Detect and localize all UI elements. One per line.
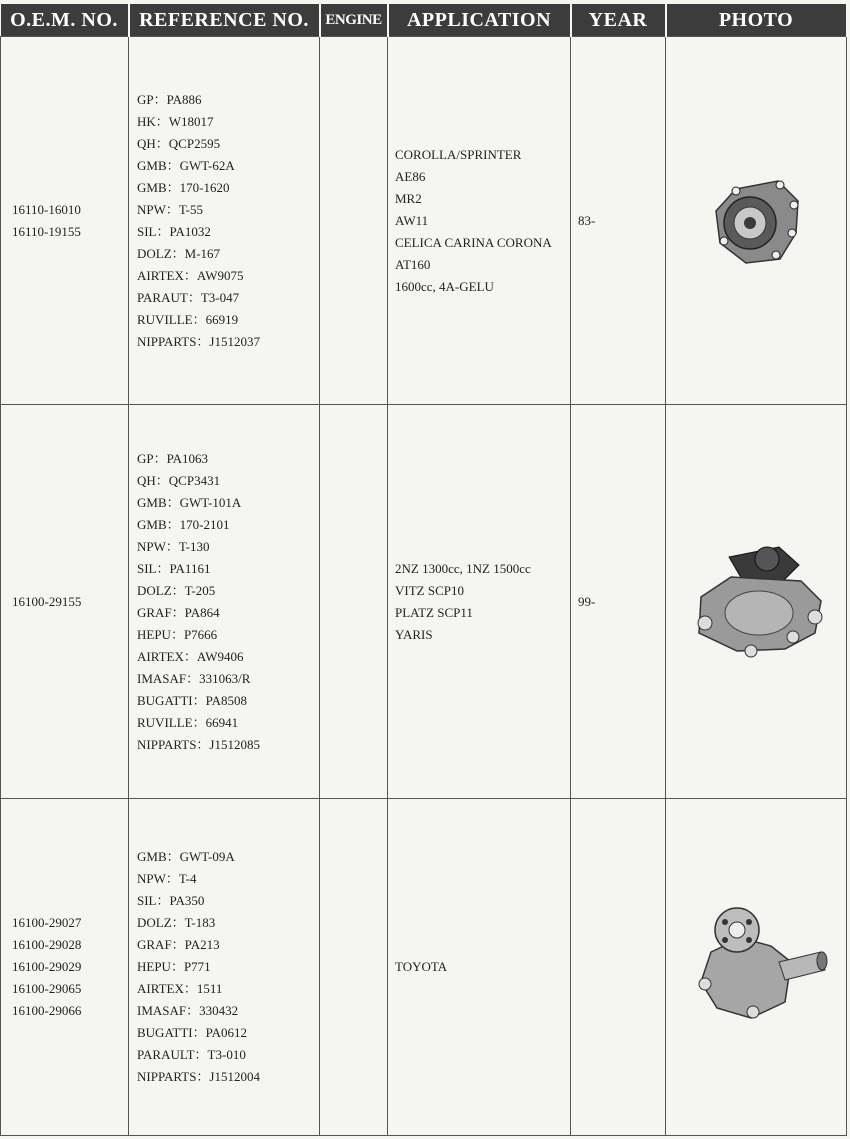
application-line: 2NZ 1300cc, 1NZ 1500cc <box>395 560 531 576</box>
reference-number: SIL：PA1161 <box>137 560 211 576</box>
reference-number: HEPU：P771 <box>137 959 211 974</box>
reference-number: BUGATTI：PA8508 <box>137 692 248 708</box>
reference-number: RUVILLE：66919 <box>137 311 239 327</box>
reference-number: NPW：T-4 <box>137 871 197 886</box>
reference-number: NPW：T-55 <box>137 201 203 217</box>
header-reference: REFERENCE NO. <box>129 4 320 37</box>
application-line: YARIS <box>395 626 433 642</box>
application-line: AW11 <box>395 212 429 228</box>
application-cell <box>388 405 571 799</box>
photo-cell <box>666 37 847 405</box>
oem-number: 16100-29027 <box>12 915 82 930</box>
reference-number: GMB：GWT-101A <box>137 494 242 510</box>
oem-number-cell <box>1 37 129 405</box>
reference-number: IMASAF：330432 <box>137 1003 239 1018</box>
engine-cell <box>320 405 388 799</box>
reference-number: DOLZ：M-167 <box>137 245 221 261</box>
application-line: 1600cc, 4A-GELU <box>395 278 494 294</box>
oem-number: 16100-29065 <box>12 981 82 996</box>
water-pump-catalog-table <box>0 4 848 1136</box>
year-cell <box>571 405 666 799</box>
oem-number: 16100-29029 <box>12 959 82 974</box>
reference-number: NIPPARTS：J1512085 <box>137 736 260 752</box>
reference-number: DOLZ：T-183 <box>137 915 216 930</box>
application-line: AE86 <box>395 168 426 184</box>
year-value: 83- <box>578 212 596 228</box>
header-application: APPLICATION <box>388 4 571 37</box>
reference-number: GMB：170-2101 <box>137 516 230 532</box>
application-line: TOYOTA <box>395 959 448 974</box>
application-line: AT160 <box>395 256 431 272</box>
reference-number: DOLZ：T-205 <box>137 582 216 598</box>
water-pump-icon <box>706 171 806 271</box>
application-line: CELICA CARINA CORONA <box>395 234 552 250</box>
oem-number: 16110-16010 <box>12 201 81 217</box>
reference-number: GMB：GWT-62A <box>137 157 235 173</box>
reference-number: GMB：GWT-09A <box>137 849 235 864</box>
reference-number: GRAF：PA213 <box>137 937 220 952</box>
header-engine: ENGINE <box>320 4 388 37</box>
year-value: 99- <box>578 593 596 609</box>
oem-number: 16110-19155 <box>12 223 81 239</box>
table-row <box>1 405 847 799</box>
reference-number: HK：W18017 <box>137 113 214 129</box>
header-oem: O.E.M. NO. <box>1 4 129 37</box>
reference-number: BUGATTI：PA0612 <box>137 1025 248 1040</box>
water-pump-icon <box>681 902 831 1032</box>
application-line: COROLLA/SPRINTER <box>395 146 522 162</box>
application-cell <box>388 37 571 405</box>
reference-numbers-cell <box>129 37 320 405</box>
engine-cell <box>320 799 388 1136</box>
reference-number: QH：QCP2595 <box>137 135 221 151</box>
reference-number: AIRTEX：AW9075 <box>137 267 244 283</box>
reference-number: RUVILLE：66941 <box>137 714 239 730</box>
reference-number: NIPPARTS：J1512037 <box>137 333 260 349</box>
reference-number: NIPPARTS：J1512004 <box>137 1069 260 1084</box>
reference-number: GMB：170-1620 <box>137 179 230 195</box>
application-line: VITZ SCP10 <box>395 582 464 598</box>
header-row <box>1 4 847 37</box>
application-cell <box>388 799 571 1136</box>
reference-numbers-cell <box>129 799 320 1136</box>
reference-numbers-cell <box>129 405 320 799</box>
reference-number: GP：PA886 <box>137 91 202 107</box>
reference-number: PARAUT：T3-047 <box>137 289 240 305</box>
water-pump-icon <box>681 537 831 667</box>
engine-cell <box>320 37 388 405</box>
header-photo: PHOTO <box>666 4 847 37</box>
header-year: YEAR <box>571 4 666 37</box>
reference-number: IMASAF：331063/R <box>137 670 251 686</box>
photo-cell <box>666 799 847 1136</box>
oem-number-cell <box>1 405 129 799</box>
table-row <box>1 799 847 1136</box>
reference-number: HEPU：P7666 <box>137 626 218 642</box>
reference-number: AIRTEX：AW9406 <box>137 648 244 664</box>
oem-number: 16100-29155 <box>12 593 82 609</box>
oem-number: 16100-29028 <box>12 937 82 952</box>
year-cell <box>571 37 666 405</box>
reference-number: GRAF：PA864 <box>137 604 220 620</box>
table-row <box>1 37 847 405</box>
reference-number: GP：PA1063 <box>137 450 209 466</box>
application-line: MR2 <box>395 190 422 206</box>
reference-number: AIRTEX：1511 <box>137 981 223 996</box>
year-cell <box>571 799 666 1136</box>
application-line: PLATZ SCP11 <box>395 604 473 620</box>
reference-number: SIL：PA350 <box>137 893 205 908</box>
oem-number-cell <box>1 799 129 1136</box>
photo-cell <box>666 405 847 799</box>
reference-number: NPW：T-130 <box>137 538 210 554</box>
reference-number: QH：QCP3431 <box>137 472 221 488</box>
oem-number: 16100-29066 <box>12 1003 82 1018</box>
reference-number: PARAULT：T3-010 <box>137 1047 246 1062</box>
reference-number: SIL：PA1032 <box>137 223 211 239</box>
